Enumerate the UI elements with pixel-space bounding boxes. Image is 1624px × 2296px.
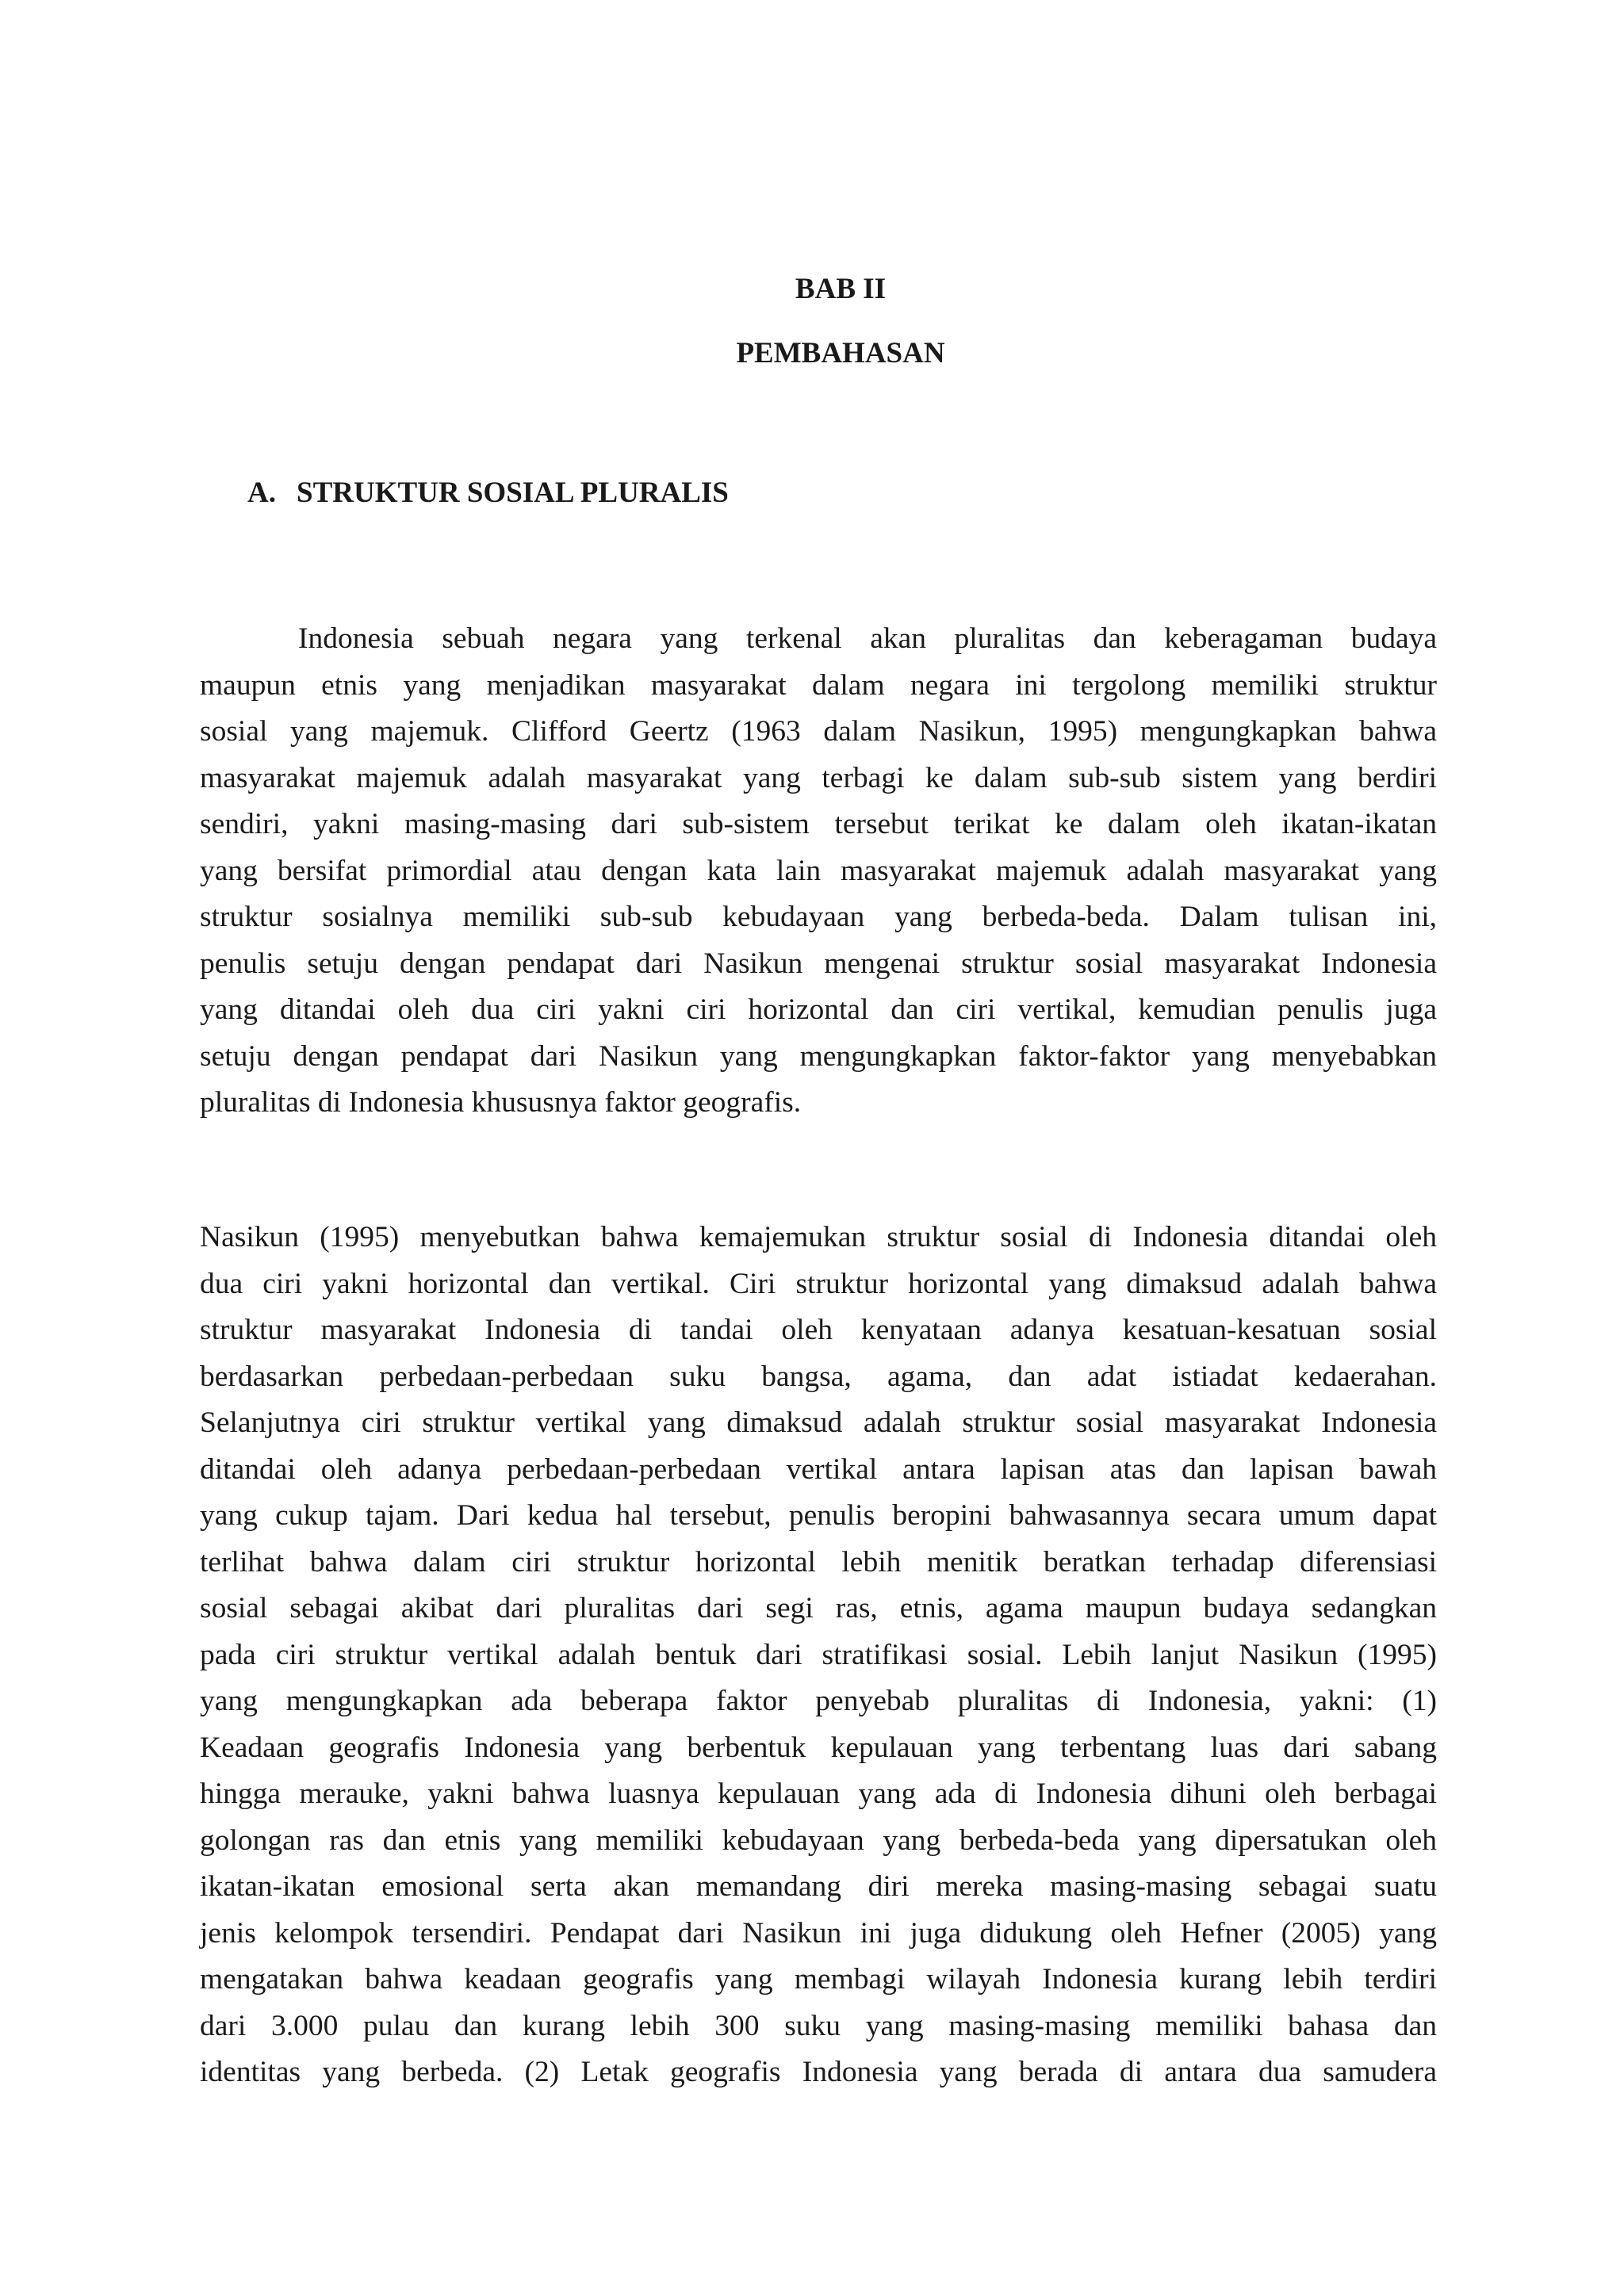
- paragraph-line: ditandai oleh adanya perbedaan-perbedaan vertikal antara lapisan atas dan lapisan bawah: [200, 1452, 1437, 1486]
- paragraph-line: Nasikun (1995) menyebutkan bahwa kemajemukan struktur sosial di Indonesia ditandai oleh: [200, 1221, 1437, 1253]
- paragraph-line: sendiri, yakni masing-masing dari sub-sistem tersebut terikat ke dalam oleh ikatan-ikatan: [200, 808, 1437, 840]
- paragraph-line: pada ciri struktur vertikal adalah bentuk dari stratifikasi sosial. Lebih lanjut Nasikun (1995): [200, 1638, 1437, 1671]
- paragraph-line: Keadaan geografis Indonesia yang berbentuk kepulauan yang terbentang luas dari sabang: [200, 1731, 1437, 1764]
- paragraph-line: yang cukup tajam. Dari kedua hal tersebut, penulis beropini bahwasannya secara umum dapat: [200, 1499, 1437, 1532]
- paragraph-line: berdasarkan perbedaan-perbedaan suku bangsa, agama, dan adat istiadat kedaerahan.: [200, 1360, 1437, 1393]
- paragraph-line: terlihat bahwa dalam ciri struktur horizontal lebih menitik beratkan terhadap diferensiasi: [200, 1545, 1437, 1578]
- paragraph-line: sosial sebagai akibat dari pluralitas dari segi ras, etnis, agama maupun budaya sedangkan: [200, 1592, 1437, 1624]
- paragraph-line: dua ciri yakni horizontal dan vertikal. Ciri struktur horizontal yang dimaksud adalah bahwa: [200, 1267, 1437, 1300]
- paragraph-line: struktur sosialnya memiliki sub-sub kebudayaan yang berbeda-beda. Dalam tulisan ini,: [200, 901, 1437, 933]
- paragraph-line: pluralitas di Indonesia khususnya faktor geografis.: [200, 1086, 802, 1119]
- body-paragraph-2: [200, 1215, 1437, 2096]
- body-paragraph-1: [200, 616, 1437, 1127]
- paragraph-line: struktur masyarakat Indonesia di tandai oleh kenyataan adanya kesatuan-kesatuan sosial: [200, 1314, 1437, 1346]
- section-title: STRUKTUR SOSIAL PLURALIS: [297, 476, 729, 509]
- section-heading: [247, 476, 729, 511]
- section-letter: A.: [247, 476, 276, 509]
- paragraph-line: hingga merauke, yakni bahwa luasnya kepulauan yang ada di Indonesia dihuni oleh berbagai: [200, 1777, 1437, 1810]
- paragraph-line: Selanjutnya ciri struktur vertikal yang dimaksud adalah struktur sosial masyarakat Indonesia: [200, 1406, 1437, 1439]
- paragraph-line: setuju dengan pendapat dari Nasikun yang mengungkapkan faktor-faktor yang menyebabkan: [200, 1039, 1437, 1073]
- paragraph-line: yang mengungkapkan ada beberapa faktor penyebab pluralitas di Indonesia, yakni: (1): [200, 1685, 1437, 1717]
- paragraph-line: sosial yang majemuk. Clifford Geertz (1963 dalam Nasikun, 1995) mengungkapkan bahwa: [200, 715, 1437, 748]
- paragraph-line: maupun etnis yang menjadikan masyarakat dalam negara ini tergolong memiliki struktur: [200, 668, 1437, 702]
- paragraph-line: Indonesia sebuah negara yang terkenal akan pluralitas dan keberagaman budaya: [298, 622, 1437, 655]
- paragraph-line: mengatakan bahwa keadaan geografis yang membagi wilayah Indonesia kurang lebih terdiri: [200, 1963, 1437, 1996]
- paragraph-line: identitas yang berbeda. (2) Letak geografis Indonesia yang berada di antara dua samudera: [200, 2056, 1437, 2088]
- paragraph-line: yang ditandai oleh dua ciri yakni ciri horizontal dan ciri vertikal, kemudian penulis juga: [200, 993, 1437, 1026]
- paragraph-line: penulis setuju dengan pendapat dari Nasikun mengenai struktur sosial masyarakat Indonesia: [200, 947, 1437, 980]
- paragraph-line: masyarakat majemuk adalah masyarakat yang terbagi ke dalam sub-sub sistem yang berdiri: [200, 761, 1437, 794]
- paragraph-line: dari 3.000 pulau dan kurang lebih 300 suku yang masing-masing memiliki bahasa dan: [200, 2009, 1437, 2042]
- chapter-title: PEMBAHASAN: [736, 337, 945, 369]
- paragraph-line: golongan ras dan etnis yang memiliki kebudayaan yang berbeda-beda yang dipersatukan oleh: [200, 1823, 1437, 1857]
- chapter-number: BAB II: [795, 273, 887, 305]
- paragraph-line: yang bersifat primordial atau dengan kata lain masyarakat majemuk adalah masyarakat yang: [200, 854, 1437, 887]
- paragraph-line: jenis kelompok tersendiri. Pendapat dari Nasikun ini juga didukung oleh Hefner (2005) yang: [200, 1916, 1437, 1950]
- paragraph-line: ikatan-ikatan emosional serta akan memandang diri mereka masing-masing sebagai suatu: [200, 1870, 1437, 1903]
